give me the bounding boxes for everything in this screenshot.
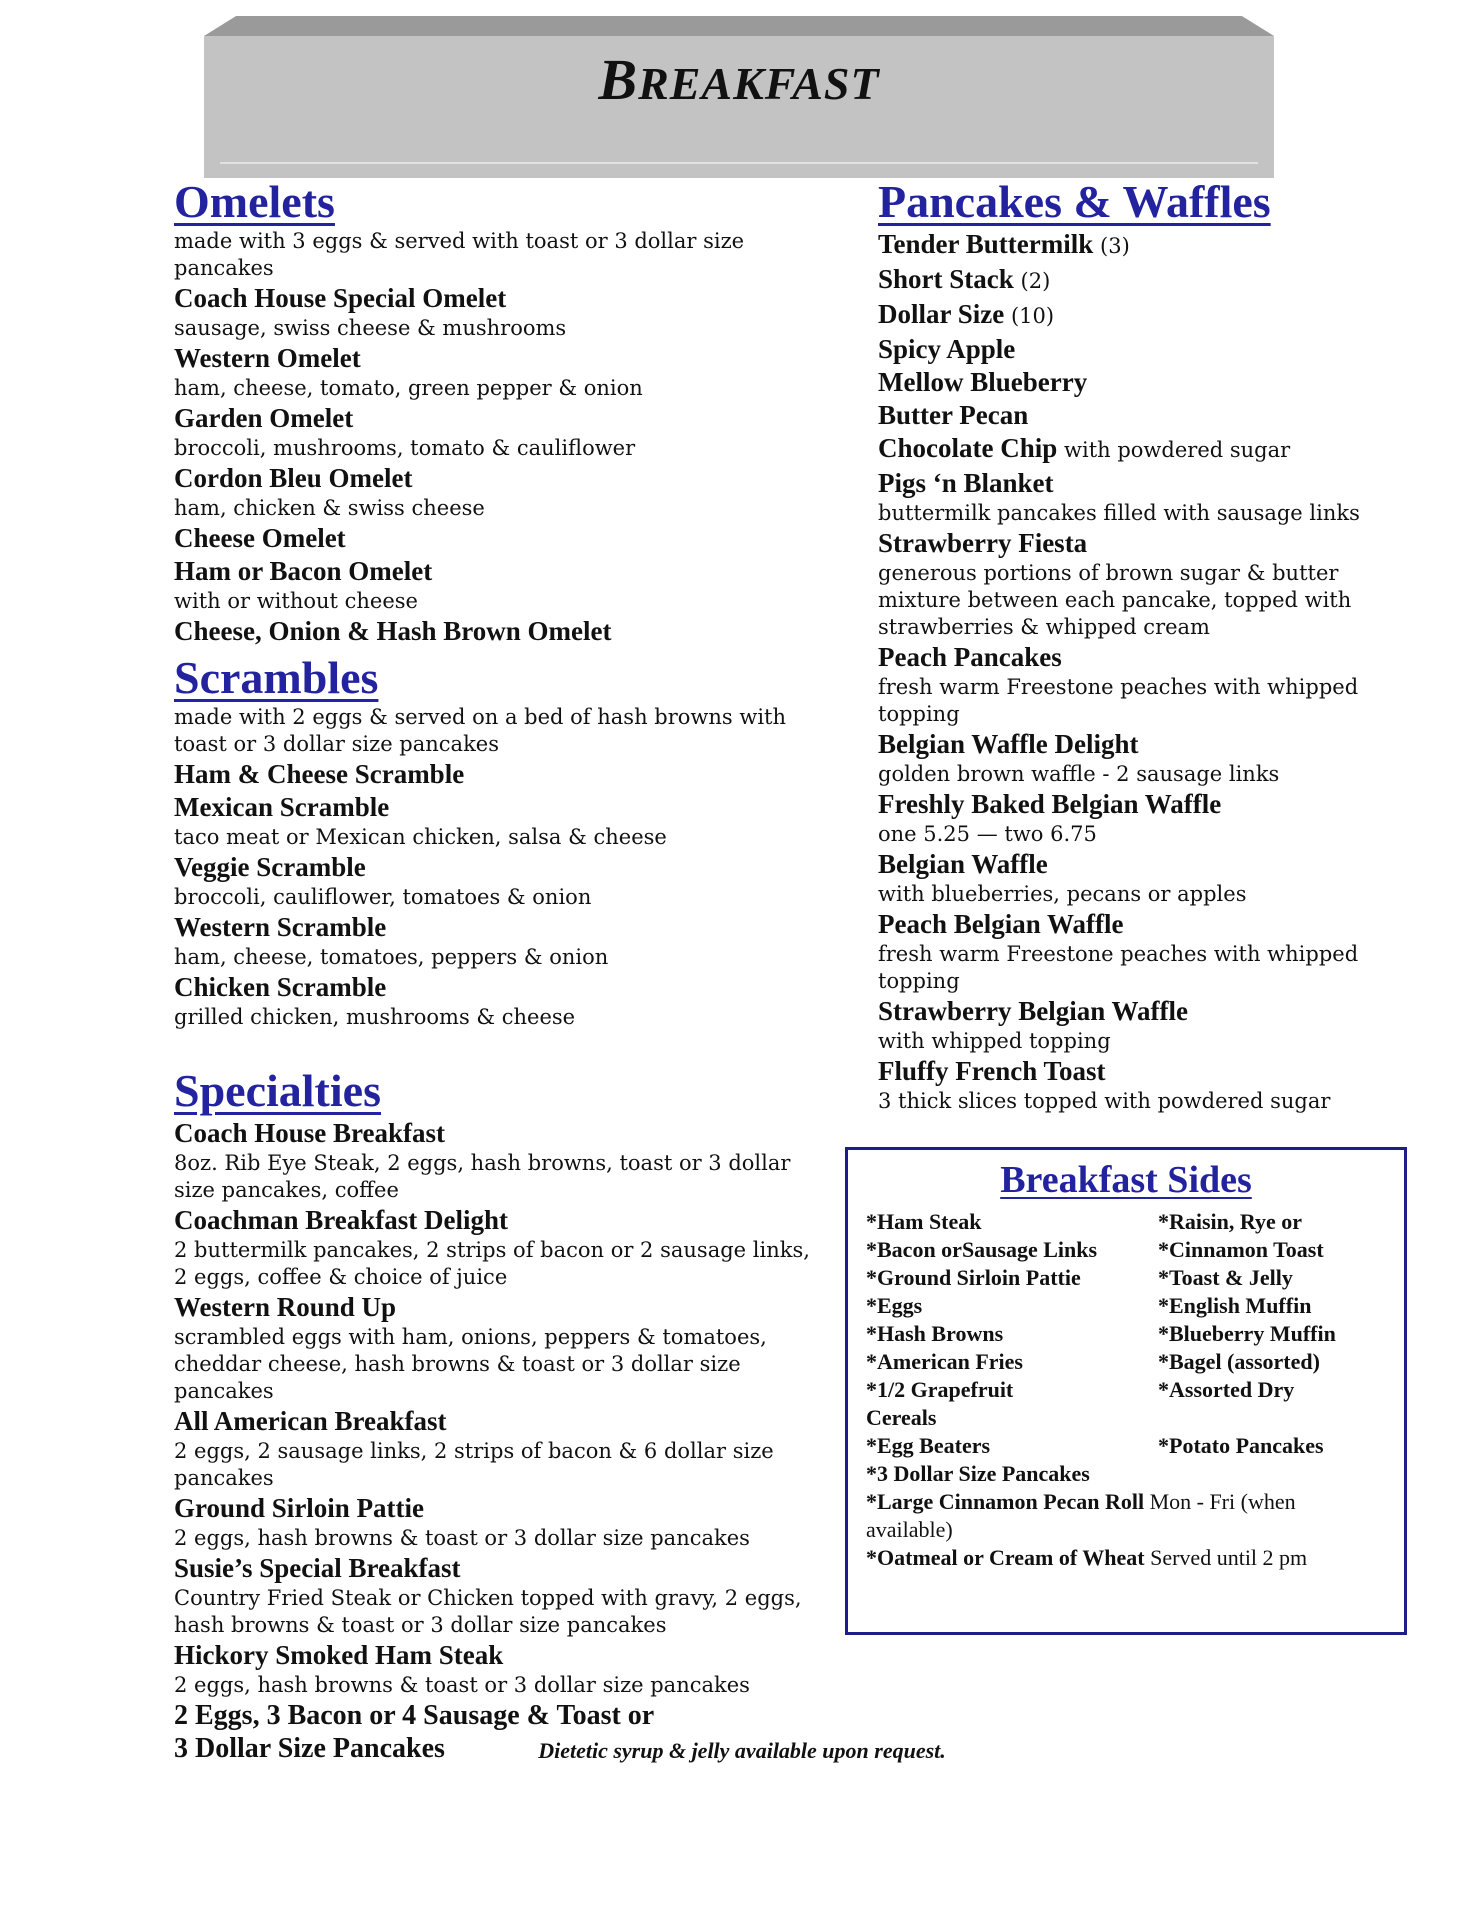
side-item: *1/2 Grapefruit xyxy=(866,1377,1014,1402)
menu-item-note: with powdered sugar xyxy=(1064,438,1291,462)
scrambles-intro: made with 2 eggs & served on a bed of hash browns with toast or 3 dollar size pancakes xyxy=(174,705,787,756)
side-item: *Bagel (assorted) xyxy=(1158,1349,1320,1374)
menu-item-desc: golden brown waffle - 2 sausage links xyxy=(878,762,1280,786)
menu-item-name: Susie’s Special Breakfast xyxy=(174,1553,461,1583)
menu-item-desc: 2 buttermilk pancakes, 2 strips of bacon or 2 sausage links, 2 eggs, coffee & choice of juice xyxy=(174,1238,810,1289)
scrambles-list xyxy=(174,758,844,1031)
menu-item-desc: taco meat or Mexican chicken, salsa & cheese xyxy=(174,825,667,849)
side-item: *English Muffin xyxy=(1158,1293,1312,1318)
menu-item-name: Mexican Scramble xyxy=(174,792,390,822)
side-item: *Toast & Jelly xyxy=(1158,1265,1293,1290)
sides-list xyxy=(866,1208,1386,1572)
omelets-list xyxy=(174,282,844,648)
omelets-heading: Omelets xyxy=(174,176,335,227)
footer-note: Dietetic syrup & jelly available upon request. xyxy=(538,1738,946,1763)
menu-item-name: Cheese, Onion & Hash Brown Omelet xyxy=(174,616,612,646)
menu-item-name: Hickory Smoked Ham Steak xyxy=(174,1640,504,1670)
menu-item-name: Belgian Waffle xyxy=(878,849,1048,879)
menu-item-desc: 3 thick slices topped with powdered sugar xyxy=(878,1089,1331,1113)
side-item-name: *Large Cinnamon Pecan Roll xyxy=(866,1489,1145,1514)
side-item: *Eggs xyxy=(866,1293,923,1318)
side-item: *3 Dollar Size Pancakes xyxy=(866,1461,1090,1486)
menu-item-name: Strawberry Fiesta xyxy=(878,528,1088,558)
menu-item-name: Peach Pancakes xyxy=(878,642,1062,672)
menu-item-desc: ham, cheese, tomatoes, peppers & onion xyxy=(174,945,609,969)
menu-item-qty: (2) xyxy=(1020,269,1051,293)
menu-item-name: Veggie Scramble xyxy=(174,852,366,882)
banner-bevel xyxy=(204,16,1274,36)
menu-item-name: Coach House Special Omelet xyxy=(174,283,507,313)
side-item xyxy=(866,1544,1386,1572)
side-item: *Cinnamon Toast xyxy=(1158,1237,1324,1262)
menu-item-name: Cordon Bleu Omelet xyxy=(174,463,413,493)
menu-item-desc: 2 eggs, 2 sausage links, 2 strips of bacon & 6 dollar size pancakes xyxy=(174,1439,774,1490)
menu-item-desc: buttermilk pancakes filled with sausage links xyxy=(878,501,1360,525)
menu-item-name: Freshly Baked Belgian Waffle xyxy=(878,789,1222,819)
menu-item-desc: fresh warm Freestone peaches with whipped topping xyxy=(878,942,1359,993)
side-item-note: Served until 2 pm xyxy=(1150,1545,1308,1570)
menu-item xyxy=(878,228,1378,263)
menu-item-name: Strawberry Belgian Waffle xyxy=(878,996,1188,1026)
side-item-name: *Oatmeal or Cream of Wheat xyxy=(866,1545,1145,1570)
menu-item-name: Ham or Bacon Omelet xyxy=(174,556,433,586)
pancakes-heading: Pancakes & Waffles xyxy=(878,176,1271,227)
specialties-heading: Specialties xyxy=(174,1065,381,1116)
menu-item-desc: one 5.25 — two 6.75 xyxy=(878,822,1097,846)
breakfast-sides-box xyxy=(845,1147,1407,1635)
menu-item-name: Spicy Apple xyxy=(878,334,1016,364)
side-item: *American Fries xyxy=(866,1349,1023,1374)
side-item: *Egg Beaters xyxy=(866,1433,991,1458)
menu-item-desc: 2 eggs, hash browns & toast or 3 dollar size pancakes xyxy=(174,1673,750,1697)
menu-item-name: Ham & Cheese Scramble xyxy=(174,759,465,789)
side-item-note: Mon - Fri (when available) xyxy=(866,1489,1296,1542)
menu-item-desc: grilled chicken, mushrooms & cheese xyxy=(174,1005,576,1029)
menu-item-name: Mellow Blueberry xyxy=(878,367,1088,397)
menu-item-desc: 2 eggs, hash browns & toast or 3 dollar size pancakes xyxy=(174,1526,750,1550)
menu-item-name: Peach Belgian Waffle xyxy=(878,909,1124,939)
side-item: *Assorted Dry xyxy=(1158,1377,1295,1402)
menu-item-desc: with blueberries, pecans or apples xyxy=(878,882,1247,906)
side-item: *Blueberry Muffin xyxy=(1158,1321,1336,1346)
sides-heading: Breakfast Sides xyxy=(1000,1159,1252,1201)
menu-item-name: All American Breakfast xyxy=(174,1406,447,1436)
side-item: Cereals xyxy=(866,1405,937,1430)
menu-item-name: Western Scramble xyxy=(174,912,387,942)
menu-item-name: Chocolate Chip xyxy=(878,433,1058,463)
menu-item-desc: scrambled eggs with ham, onions, peppers & tomatoes, cheddar cheese, hash browns & toast or 3 dollar size pancakes xyxy=(174,1325,767,1403)
menu-item-desc: broccoli, mushrooms, tomato & cauliflower xyxy=(174,436,636,460)
pancakes-list xyxy=(878,228,1378,1115)
side-item: *Potato Pancakes xyxy=(1158,1433,1324,1458)
side-item: *Ham Steak xyxy=(866,1209,982,1234)
menu-item-name: Dollar Size xyxy=(878,299,1005,329)
menu-item-name: Cheese Omelet xyxy=(174,523,346,553)
left-column xyxy=(174,176,844,1765)
menu-item-name: 3 Dollar Size Pancakes xyxy=(174,1733,445,1764)
right-column xyxy=(878,176,1378,1115)
side-item: *Bacon orSausage Links xyxy=(866,1237,1098,1262)
menu-item-desc: generous portions of brown sugar & butter mixture between each pancake, topped with strawberries & whipped cream xyxy=(878,561,1352,639)
menu-item-name: Belgian Waffle Delight xyxy=(878,729,1139,759)
menu-item xyxy=(878,263,1378,298)
menu-item-name: Butter Pecan xyxy=(878,400,1029,430)
side-item-spacer xyxy=(1158,1404,1386,1432)
menu-item-name: Tender Buttermilk xyxy=(878,229,1094,259)
side-item: *Raisin, Rye or xyxy=(1158,1209,1303,1234)
scrambles-heading: Scrambles xyxy=(174,652,379,703)
menu-item-name: Fluffy French Toast xyxy=(878,1056,1106,1086)
menu-item-name: Coach House Breakfast xyxy=(174,1118,446,1148)
menu-item xyxy=(878,432,1378,467)
menu-item-name: Western Round Up xyxy=(174,1292,397,1322)
side-item: *Ground Sirloin Pattie xyxy=(866,1265,1081,1290)
title-banner xyxy=(204,16,1274,178)
menu-item-name: Chicken Scramble xyxy=(174,972,387,1002)
menu-item-desc: ham, cheese, tomato, green pepper & onion xyxy=(174,376,643,400)
menu-item-desc: broccoli, cauliflower, tomatoes & onion xyxy=(174,885,592,909)
omelets-intro: made with 3 eggs & served with toast or 3 dollar size pancakes xyxy=(174,229,745,280)
menu-item-name: Western Omelet xyxy=(174,343,361,373)
menu-item-name: Coachman Breakfast Delight xyxy=(174,1205,508,1235)
menu-item-desc: with whipped topping xyxy=(878,1029,1111,1053)
menu-item-desc: with or without cheese xyxy=(174,589,418,613)
menu-item-name: 2 Eggs, 3 Bacon or 4 Sausage & Toast or xyxy=(174,1700,655,1731)
menu-item-desc: fresh warm Freestone peaches with whipped topping xyxy=(878,675,1359,726)
menu-item-desc: sausage, swiss cheese & mushrooms xyxy=(174,316,567,340)
page-title: BREAKFAST xyxy=(598,47,880,112)
menu-item-name: Ground Sirloin Pattie xyxy=(174,1493,425,1523)
side-item: *Hash Browns xyxy=(866,1321,1004,1346)
menu-item-name: Short Stack xyxy=(878,264,1014,294)
menu-item-desc: 8oz. Rib Eye Steak, 2 eggs, hash browns, toast or 3 dollar size pancakes, coffee xyxy=(174,1151,791,1202)
specialties-list xyxy=(174,1117,844,1765)
menu-item xyxy=(878,298,1378,333)
menu-item-name: Pigs ‘n Blanket xyxy=(878,468,1054,498)
menu-item-name: Garden Omelet xyxy=(174,403,354,433)
menu-item-desc: Country Fried Steak or Chicken topped with gravy, 2 eggs, hash browns & toast or 3 dollar size pancakes xyxy=(174,1586,802,1637)
menu-item-qty: (10) xyxy=(1010,304,1055,328)
menu-item-qty: (3) xyxy=(1100,234,1130,258)
side-item xyxy=(866,1488,1386,1544)
banner-line xyxy=(220,162,1258,164)
menu-item-desc: ham, chicken & swiss cheese xyxy=(174,496,485,520)
